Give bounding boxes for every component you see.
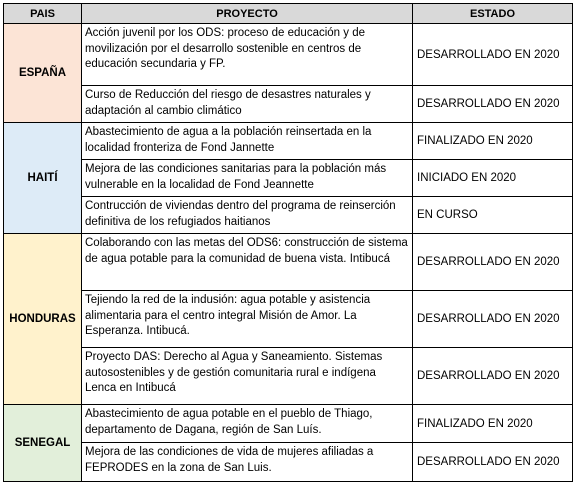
table-row (4, 234, 573, 291)
header-pais: PAIS (4, 4, 82, 24)
status-cell: DESARROLLADO EN 2020 (413, 443, 573, 482)
status-cell: DESARROLLADO EN 2020 (413, 291, 573, 348)
table-row (4, 197, 573, 234)
status-cell: DESARROLLADO EN 2020 (413, 86, 573, 123)
table-row (4, 348, 573, 405)
project-cell: Abastecimiento de agua a la población reinsertada en la localidad fronteriza de Fond Jannette (82, 123, 413, 160)
header-row (4, 4, 573, 24)
project-cell: Mejora de las condiciones sanitarias para la población más vulnerable en la localidad de Fond Jeannette (82, 160, 413, 197)
country-cell-senegal: SENEGAL (4, 405, 82, 482)
table-row (4, 405, 573, 443)
header-estado: ESTADO (413, 4, 573, 24)
table-row (4, 443, 573, 482)
project-cell: Abastecimiento de agua potable en el pueblo de Thiago, departamento de Dagana, región de San Luís. (82, 405, 413, 443)
status-cell: DESARROLLADO EN 2020 (413, 234, 573, 291)
status-cell: FINALIZADO EN 2020 (413, 123, 573, 160)
project-cell: Curso de Reducción del riesgo de desastres naturales y adaptación al cambio climático (82, 86, 413, 123)
project-cell: Tejiendo la red de la indusión: agua potable y asistencia alimentaria para el centro integral Misión de Amor. La Esperanza. Intibucá. (82, 291, 413, 348)
header-proyecto: PROYECTO (82, 4, 413, 24)
status-cell: EN CURSO (413, 197, 573, 234)
status-cell: DESARROLLADO EN 2020 (413, 24, 573, 86)
project-cell: Contrucción de viviendas dentro del programa de reinserción definitiva de los refugiados haitianos (82, 197, 413, 234)
projects-table (3, 3, 573, 482)
status-cell: DESARROLLADO EN 2020 (413, 348, 573, 405)
project-cell: Proyecto DAS: Derecho al Agua y Saneamiento. Sistemas autosostenibles y de gestión comunitaria rural e indígena Lenca en Intibucá (82, 348, 413, 405)
status-cell: INICIADO EN 2020 (413, 160, 573, 197)
project-cell: Colaborando con las metas del ODS6: construcción de sistema de agua potable para la comunidad de buena vista. Intibucá (82, 234, 413, 291)
project-cell: Acción juvenil por los ODS: proceso de educación y de movilización por el desarrollo sostenible en centros de educación secundaria y FP. (82, 24, 413, 86)
project-cell: Mejora de las condiciones de vida de mujeres afiliadas a FEPRODES en la zona de San Luis. (82, 443, 413, 482)
table-row (4, 291, 573, 348)
status-cell: FINALIZADO EN 2020 (413, 405, 573, 443)
table-row (4, 24, 573, 86)
table-row (4, 86, 573, 123)
table-row (4, 123, 573, 160)
country-cell-haiti: HAITÍ (4, 123, 82, 234)
table-row (4, 160, 573, 197)
country-cell-honduras: HONDURAS (4, 234, 82, 405)
country-cell-espana: ESPAÑA (4, 24, 82, 123)
